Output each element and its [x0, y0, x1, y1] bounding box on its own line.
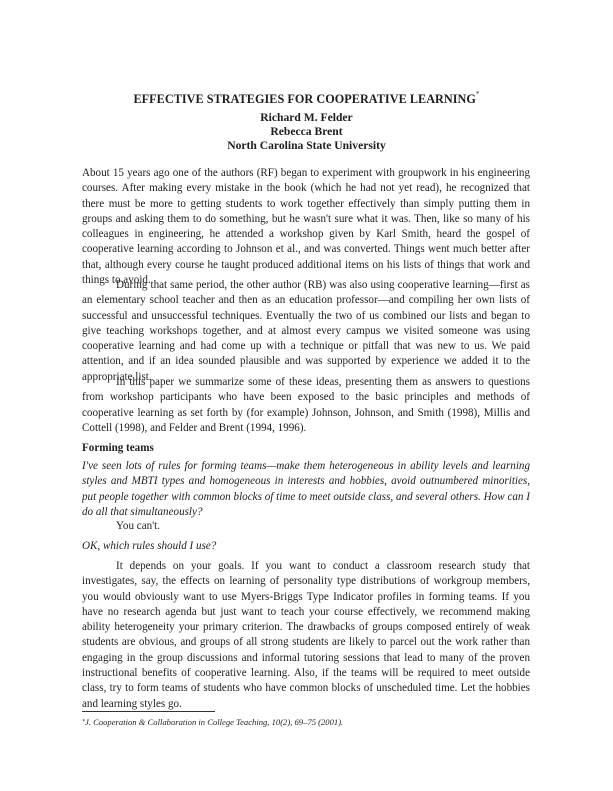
paragraph-intro-3: In this paper we summarize some of these ideas, presenting them as answers to questions from workshop participants who have been exposed to the basic principles and methods of cooperative learning as set forth by (for example) Johnson, Johnson, and Smith (1998), Millis and Cottell (1998), and Felder and Brent (1994, 1996).	[82, 376, 530, 434]
paragraph-intro-1: About 15 years ago one of the authors (RF) began to experiment with groupwork in his engineering courses. After making every mistake in the book (which he had not yet read), he recognized that there must be more to getting students to work together effectively than simply putting them in groups and asking them to do something, but he wasn't sure what it was. Then, like so many of his colleagues in engineering, he attended a workshop given by Karl Smith, heard the gospel of cooperative learning according to Johnson et al., and was converted. Things went much better after that, although every course he taught produced additional items on his lists of things that work and things to avoid.	[82, 167, 530, 287]
question-2: OK, which rules should I use?	[82, 540, 217, 552]
footnote-text: J. Cooperation & Collaboration in College Teaching, 10(2), 69–75 (2001).	[85, 717, 344, 727]
author-affiliation: North Carolina State University	[227, 139, 386, 152]
paragraph-intro-2: During that same period, the other author (RB) was also using cooperative learning—first as an elementary school teacher and then as an education professor—and compiling her own lists of successful and unsuccessful techniques. Eventually the two of us combined our lists and began to give teaching workshops together, and at almost every campus we visited someone was using cooperative learning and had come up with a technique or pitfall that was new to us. We paid attention, and if an idea sounded plausible and was supported by experience we added it to the appropriate list.	[82, 279, 530, 383]
author-name-2: Rebecca Brent	[270, 125, 343, 138]
title-text: EFFECTIVE STRATEGIES FOR COOPERATIVE LEARNING	[133, 92, 476, 106]
section-heading-forming-teams: Forming teams	[82, 442, 154, 454]
footnote	[82, 717, 530, 728]
title-footnote-marker: *	[475, 90, 480, 98]
author-name-1: Richard M. Felder	[260, 111, 353, 124]
answer-2: It depends on your goals. If you want to conduct a classroom research study that investigates, say, the effects on learning of personality type distributions of workgroup members, you would obviously want to use Myers-Briggs Type Indicator profiles in forming teams. If you have no research agenda but just want to teach your course effectively, we recommend making ability heterogeneity your primary criterion. The drawbacks of groups composed entirely of weak students are obvious, and groups of all strong students are likely to parcel out the work rather than engaging in the group discussions and informal tutoring sessions that lead to many of the proven instructional benefits of cooperative learning. Also, if the teams will be required to meet outside class, try to form teams of students who have common blocks of unscheduled time. Let the hobbies and learning styles go.	[82, 560, 530, 710]
footnote-divider	[82, 711, 215, 712]
question-1: I've seen lots of rules for forming teams—make them heterogeneous in ability levels and learning styles and MBTI types and homogeneous in interests and hobbies, avoid outnumbered minorities, put people together with common blocks of time to meet outside class, and several others. How can I do all that simultaneously?	[82, 460, 530, 518]
answer-1: You can't.	[116, 520, 161, 532]
paper-title	[0, 92, 613, 107]
footnote-marker: *	[82, 719, 85, 725]
